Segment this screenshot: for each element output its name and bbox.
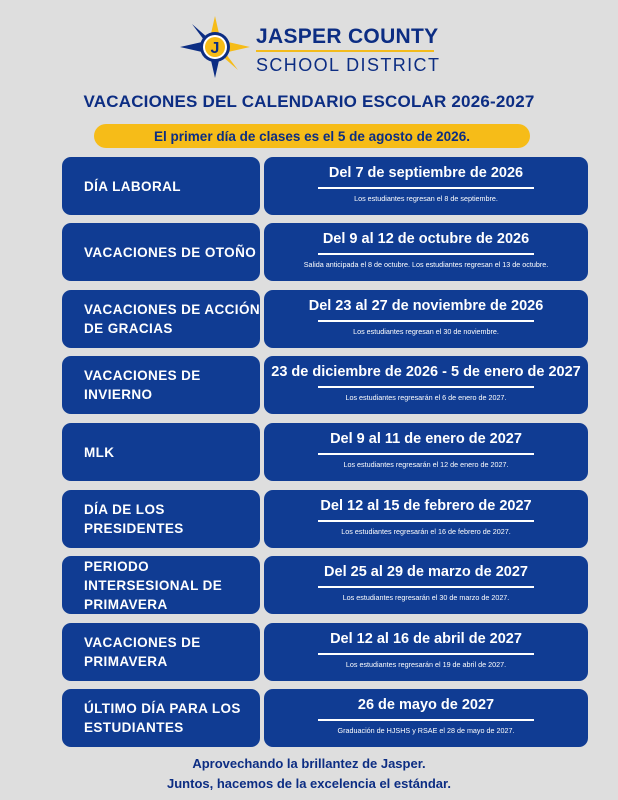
row-detail: [264, 556, 588, 614]
calendar-row: [62, 423, 588, 481]
row-detail: [264, 490, 588, 548]
row-label: VACACIONES DE INVIERNO: [62, 356, 260, 414]
row-detail: [264, 423, 588, 481]
row-divider: [318, 586, 534, 588]
row-divider: [318, 520, 534, 522]
row-divider: [318, 719, 534, 721]
brand-subtitle: SCHOOL DISTRICT: [256, 55, 441, 75]
row-label: VACACIONES DE OTOÑO: [62, 223, 260, 281]
row-date: 23 de diciembre de 2026 - 5 de enero de 2027: [271, 364, 581, 380]
row-label: MLK: [62, 423, 260, 481]
calendar-row: [62, 356, 588, 414]
row-note: Los estudiantes regresarán el 12 de enero de 2027.: [343, 460, 509, 469]
row-label: ÚLTIMO DÍA PARA LOS ESTUDIANTES: [62, 689, 260, 747]
brand-divider: [256, 50, 434, 52]
footer-tagline: [0, 754, 618, 794]
row-note: Los estudiantes regresarán el 16 de febrero de 2027.: [341, 527, 511, 536]
brand-name: JASPER COUNTY: [256, 25, 439, 48]
row-date: Del 25 al 29 de marzo de 2027: [324, 564, 528, 580]
row-date: Del 12 al 16 de abril de 2027: [330, 631, 522, 647]
row-detail: [264, 290, 588, 348]
row-divider: [318, 253, 534, 255]
row-note: Salida anticipada el 8 de octubre. Los estudiantes regresan el 13 de octubre.: [303, 260, 549, 269]
compass-j-logo-icon: [180, 16, 250, 78]
row-divider: [318, 320, 534, 322]
row-date: Del 23 al 27 de noviembre de 2026: [308, 298, 544, 314]
brand-block: [256, 26, 440, 75]
row-date: Del 9 al 11 de enero de 2027: [330, 431, 522, 447]
row-detail: [264, 356, 588, 414]
row-date: Del 9 al 12 de octubre de 2026: [322, 231, 530, 247]
tagline-line-1: Aprovechando la brillantez de Jasper.: [192, 756, 426, 771]
row-detail: [264, 689, 588, 747]
row-divider: [318, 187, 534, 189]
row-label: DÍA DE LOS PRESIDENTES: [62, 490, 260, 548]
row-divider: [318, 453, 534, 455]
page-title: VACACIONES DEL CALENDARIO ESCOLAR 2026-2027: [83, 92, 535, 111]
calendar-row: [62, 689, 588, 747]
row-detail: [264, 223, 588, 281]
row-label: DÍA LABORAL: [62, 157, 260, 215]
row-note: Los estudiantes regresan el 30 de noviembre.: [353, 327, 499, 336]
calendar-row: [62, 556, 588, 614]
row-label: VACACIONES DE PRIMAVERA: [62, 623, 260, 681]
row-note: Los estudiantes regresarán el 30 de marzo de 2027.: [342, 593, 510, 602]
calendar-row: [62, 290, 588, 348]
row-note: Los estudiantes regresarán el 6 de enero de 2027.: [345, 393, 507, 402]
calendar-row: [62, 490, 588, 548]
svg-text:J: J: [210, 40, 220, 57]
row-detail: [264, 157, 588, 215]
row-divider: [318, 653, 534, 655]
row-note: Los estudiantes regresarán el 19 de abril de 2027.: [345, 660, 507, 669]
row-divider: [318, 386, 534, 388]
row-label: PERIODO INTERSESIONAL DE PRIMAVERA: [62, 556, 260, 614]
first-day-banner: El primer día de clases es el 5 de agosto de 2026.: [94, 124, 530, 148]
header: [0, 14, 618, 84]
row-date: Del 7 de septiembre de 2026: [328, 165, 524, 181]
row-note: Los estudiantes regresan el 8 de septiembre.: [354, 194, 498, 203]
district-logo: [180, 16, 250, 78]
tagline-line-2: Juntos, hacemos de la excelencia el estándar.: [167, 776, 451, 791]
row-label: VACACIONES DE ACCIÓN DE GRACIAS: [62, 290, 260, 348]
row-date: Del 12 al 15 de febrero de 2027: [320, 498, 532, 514]
row-detail: [264, 623, 588, 681]
calendar-row: [62, 623, 588, 681]
calendar-row: [62, 223, 588, 281]
row-date: 26 de mayo de 2027: [357, 697, 495, 713]
calendar-row: [62, 157, 588, 215]
row-note: Graduación de HJSHS y RSAE el 28 de mayo de 2027.: [337, 726, 515, 735]
